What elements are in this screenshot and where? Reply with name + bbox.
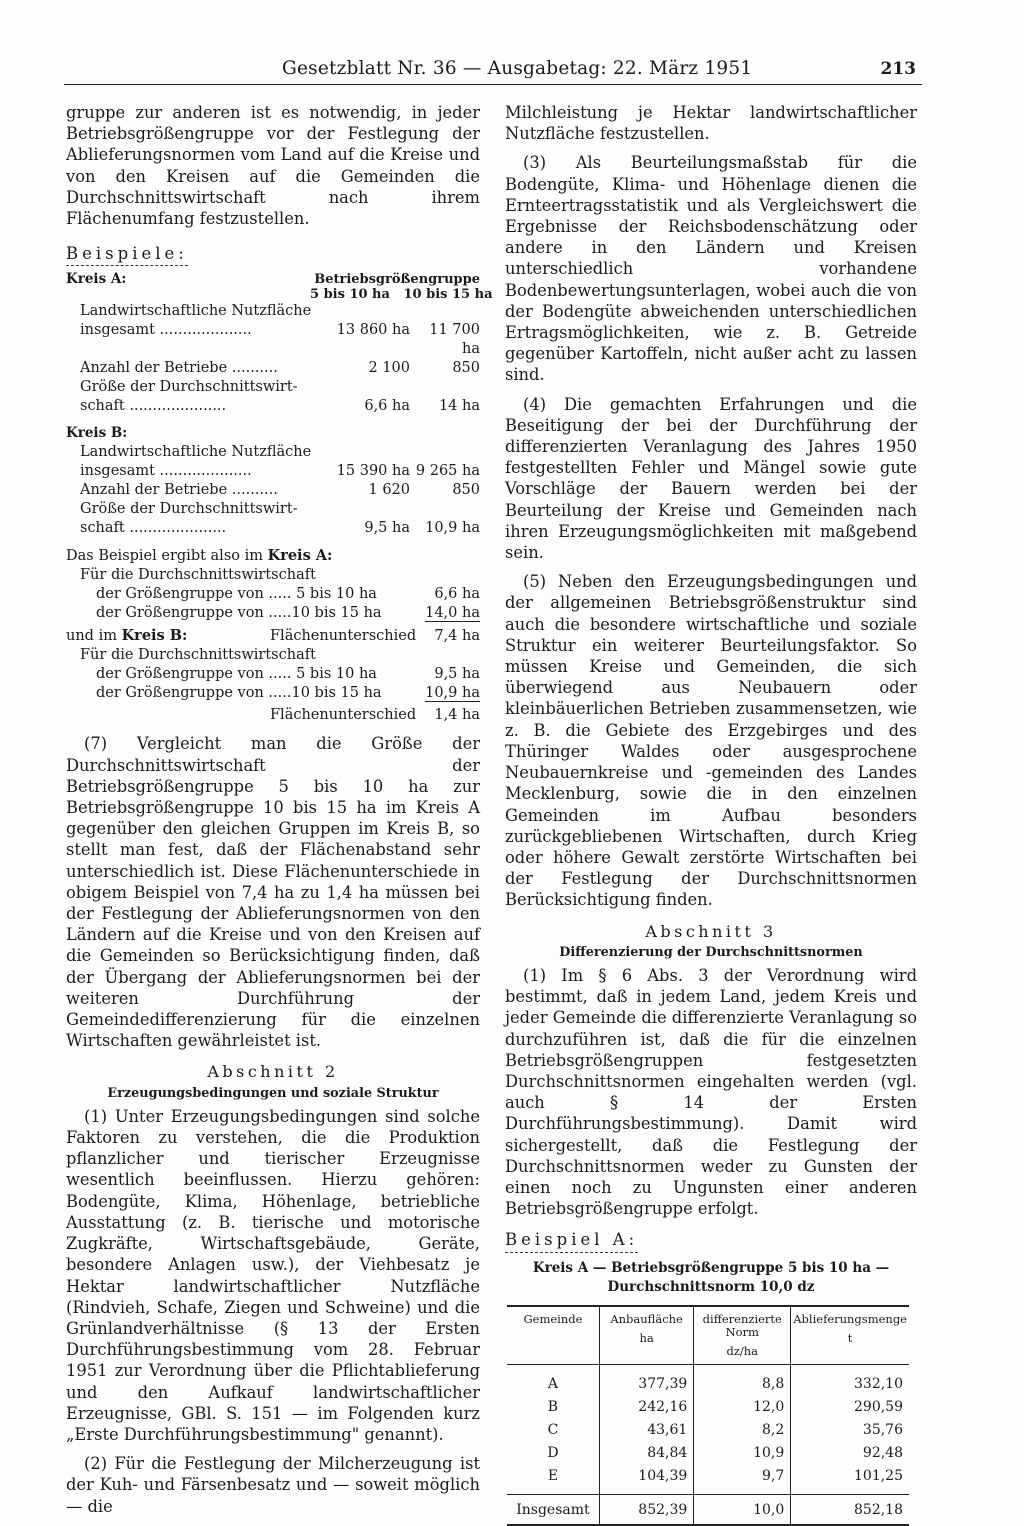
page-number: 213 bbox=[880, 59, 916, 79]
value: 2 100 bbox=[368, 360, 410, 377]
delivery-table bbox=[507, 1305, 909, 1526]
value: 13 860 ha bbox=[336, 322, 410, 339]
table-row: B 242,16 12,0 290,59 bbox=[507, 1396, 909, 1419]
col-header: Gemeinde bbox=[507, 1306, 599, 1365]
paragraph-3: (3) Als Beurteilungsmaßstab für die Bodengüte, Klima- und Höhenlage dienen die Ernteertragsstatistik und als Vergleichswert die Ergebnisse der Reichsbodenschätzung oder andere in den Ländern und Kreisen unterschiedlich vorhandene Bodenbewertungsunterlagen, wobei auch die von der Bodengüte abweichenden unterschiedlichen Ertragsmöglichkeiten, wie z. B. Getreide gegenüber Kartoffeln, nicht außer acht zu lassen sind. bbox=[505, 153, 917, 385]
compare-line: der Größengruppe von .....10 bis 15 ha bbox=[96, 685, 382, 702]
table-row: C 43,61 8,2 35,76 bbox=[507, 1419, 909, 1442]
row-label: insgesamt .................... bbox=[80, 322, 252, 339]
table-row: A 377,39 8,8 332,10 bbox=[507, 1364, 909, 1396]
row-label: schaft ..................... bbox=[80, 398, 227, 415]
example-block bbox=[66, 270, 493, 725]
value: 1 620 bbox=[368, 482, 410, 499]
intro-paragraph: gruppe zur anderen ist es notwendig, in jeder Betriebsgrößengruppe vor der Festlegung der Ablieferungsnormen vom Land auf die Kreise und von den Kreisen auf die Gemeinden die Durchschnittswirtschaft nach ihrem Flächenumfang festzustellen. bbox=[66, 103, 480, 229]
beispiele-heading: Beispiele: bbox=[66, 243, 188, 266]
abschnitt-2-heading: Abschnitt 2 bbox=[207, 1062, 339, 1082]
value: 14,0 ha bbox=[425, 605, 480, 622]
value: 6,6 ha bbox=[364, 398, 410, 415]
value: 850 bbox=[452, 360, 480, 377]
value: 850 bbox=[452, 482, 480, 499]
abschnitt-3-heading: Abschnitt 3 bbox=[645, 921, 777, 941]
group-header-2: 5 bis 10 ha 10 bis 15 ha bbox=[310, 287, 493, 303]
compare-line: der Größengruppe von ..... 5 bis 10 ha bbox=[96, 586, 377, 603]
table-row: E 104,39 9,7 101,25 bbox=[507, 1465, 909, 1495]
abschnitt-3-para-1: (1) Im § 6 Abs. 3 der Verordnung wird bestimmt, daß in jedem Land, jedem Kreis und jeder Gemeinde die differenzierte Veranlagung so durchzuführen ist, daß die für die einzelnen Betriebsgrößengruppen festgesetzten Durchschnittsnormen eingehalten werden (vgl. auch § 14 der Ersten Durchführungsbestimmung). Damit wird sichergestellt, daß die Festlegung der Durchschnittsnormen weder zu Gunsten der einen noch zu Ungunsten einer anderen Betriebsgrößengruppe erfolgt. bbox=[505, 965, 918, 1219]
col-header: differenzierte Norm dz/ha bbox=[694, 1306, 791, 1365]
row-label: Landwirtschaftliche Nutzfläche bbox=[80, 444, 312, 461]
abschnitt-2-para-1: (1) Unter Erzeugungsbedingungen sind solche Faktoren zu verstehen, die die Produktion pflanzlicher und tierischer Erzeugnisse wesentlich beeinflussen. Hierzu gehören: Bodengüte, Klima, Höhenlage, betriebliche Ausstattung (z. B. tierische und motorische Zugkräfte, Wirtschaftsgebäude, Geräte, besondere Anlagen usw.), der Viehbesatz je Hektar landwirtschaftlicher Nutzfläche (Rindvieh, Schafe, Ziegen und Schweine) und die Grünlandverhältnisse (§ 13 der Ersten Durchführungsbestimmung vom 28. Februar 1951 zur Verordnung über die Pflichtablieferung und den Aufkauf landwirtschaftlicher Erzeugnisse, GBl. S. 151 — im Folgenden kurz „Erste Durchführungsbestimmung" genannt). bbox=[66, 1106, 480, 1444]
row-label: Anzahl der Betriebe .......... bbox=[80, 360, 278, 377]
value: 10,9 ha bbox=[425, 685, 480, 702]
right-column bbox=[505, 102, 917, 1526]
row-label: schaft ..................... bbox=[80, 520, 227, 537]
row-label: Anzahl der Betriebe .......... bbox=[80, 482, 278, 499]
ergibt-prefix: Das Beispiel ergibt also im bbox=[66, 548, 268, 565]
und-im-kreis-b: Kreis B: bbox=[121, 627, 188, 645]
diff-value-a: 7,4 ha bbox=[434, 628, 480, 645]
value: 10,9 ha bbox=[425, 520, 480, 537]
value: 15 390 ha bbox=[336, 463, 410, 480]
col-header: Ablieferungsmenge t bbox=[791, 1306, 909, 1365]
beispiel-a-heading: Beispiel A: bbox=[505, 1229, 638, 1252]
value: 9,5 ha bbox=[364, 520, 410, 537]
table-row: D 84,84 10,9 92,48 bbox=[507, 1442, 909, 1465]
compare-line: der Größengruppe von ..... 5 bis 10 ha bbox=[96, 666, 377, 683]
value: 11 700 ha bbox=[429, 322, 480, 358]
beispiel-title-2: Durchschnittsnorm 10,0 dz bbox=[607, 1278, 815, 1295]
diff-value-b: 1,4 ha bbox=[434, 707, 480, 724]
row-label: Landwirtschaftliche Nutzfläche bbox=[80, 303, 312, 320]
beispiel-title-1: Kreis A — Betriebsgrößengruppe 5 bis 10 ha — bbox=[532, 1259, 890, 1276]
kreis-a-label: Kreis A: bbox=[66, 271, 127, 288]
page-header bbox=[64, 52, 922, 85]
compare-line: der Größengruppe von .....10 bis 15 ha bbox=[96, 605, 382, 622]
paragraph-5: (5) Neben den Erzeugungsbedingungen und der allgemeinen Betriebsgrößenstruktur sind auch die besondere wirtschaftliche und soziale Struktur ein weiterer Beurteilungsfaktor. So müssen Kreise und Gemeinden, die sich überwiegend aus Neubauern oder kleinbäuerlichen Betrieben zusammensetzen, wie z. B. die Gebiete des Erzgebirges und des Thüringer Waldes oder ausgesprochene Neubauernkreise und -gemeinden des Landes Mecklenburg, sowie die in den einzelnen Gemeinden im Aufbau besonders zurückgebliebenen Wirtschaften, durch Krieg oder höhere Gewalt zerstörte Wirtschaften bei der Festlegung der Durchschnittsnormen Berücksichtigung finden. bbox=[505, 572, 917, 910]
diff-label-b: Flächenunterschied bbox=[270, 707, 417, 724]
abschnitt-2-para-2: (2) Für die Festlegung der Milcherzeugung ist der Kuh- und Färsenbesatz und — soweit möglich — die bbox=[66, 1454, 480, 1516]
left-column bbox=[66, 102, 493, 1517]
value: 6,6 ha bbox=[434, 586, 480, 603]
value: 14 ha bbox=[438, 398, 480, 415]
row-label: insgesamt .................... bbox=[80, 463, 252, 480]
und-im-prefix: und im bbox=[66, 628, 122, 645]
kreis-b-label: Kreis B: bbox=[66, 425, 128, 442]
row-label: Größe der Durchschnittswirt- bbox=[80, 379, 298, 396]
value: 9 265 ha bbox=[415, 463, 480, 480]
row-label: Größe der Durchschnittswirt- bbox=[80, 501, 298, 518]
ergibt-kreis-a: Kreis A: bbox=[267, 547, 333, 565]
fuer-dw-b: Für die Durchschnittswirtschaft bbox=[80, 647, 316, 664]
abschnitt-3-subheading: Differenzierung der Durchschnittsnormen bbox=[559, 944, 863, 960]
value: 9,5 ha bbox=[434, 666, 480, 683]
abschnitt-2-subheading: Erzeugungsbedingungen und soziale Struktur bbox=[107, 1085, 439, 1101]
paragraph-7: (7) Vergleicht man die Größe der Durchschnittswirtschaft der Betriebsgrößengruppe 5 bis 10 ha zur Betriebsgrößengruppe 10 bis 15 ha im Kreis A gegenüber den gleichen Gruppen im Kreis B, so stellt man fest, daß der Flächenabstand sehr unterschiedlich ist. Diese Flächenunterschiede in obigem Beispiel von 7,4 ha zu 1,4 ha müssen bei der Festlegung der Ablieferungsnormen von den Ländern auf die Kreise und von den Kreisen auf die Gemeinden so Berücksichtigung finden, daß der Übergang der Ablieferungsnormen bei der weiteren Durchführung der Gemeindedifferenzierung für die einzelnen Wirtschaften gewährleistet ist. bbox=[66, 734, 480, 1051]
diff-label-a: Flächenunterschied bbox=[270, 628, 417, 645]
col-header: Anbaufläche ha bbox=[599, 1306, 693, 1365]
paragraph-4: (4) Die gemachten Erfahrungen und die Beseitigung der bei der Durchführung der differenzierten Veranlagung des Jahres 1950 festgestellten Fehler und Mängel sowie gute Vorschläge der Bauern werden bei der Beurteilung der Kreise und Gemeinden nach ihren Erzeugungsmöglichkeiten mit maßgebend sein. bbox=[505, 394, 917, 563]
running-title: Gesetzblatt Nr. 36 — Ausgabetag: 22. März 1951 bbox=[282, 58, 753, 79]
fuer-dw-a: Für die Durchschnittswirtschaft bbox=[80, 567, 316, 584]
continued-paragraph: Milchleistung je Hektar landwirtschaftlicher Nutzfläche festzustellen. bbox=[505, 103, 917, 144]
table-total-row: Insgesamt 852,39 10,0 852,18 bbox=[507, 1494, 909, 1525]
group-header-1: Betriebsgrößengruppe bbox=[314, 272, 480, 288]
